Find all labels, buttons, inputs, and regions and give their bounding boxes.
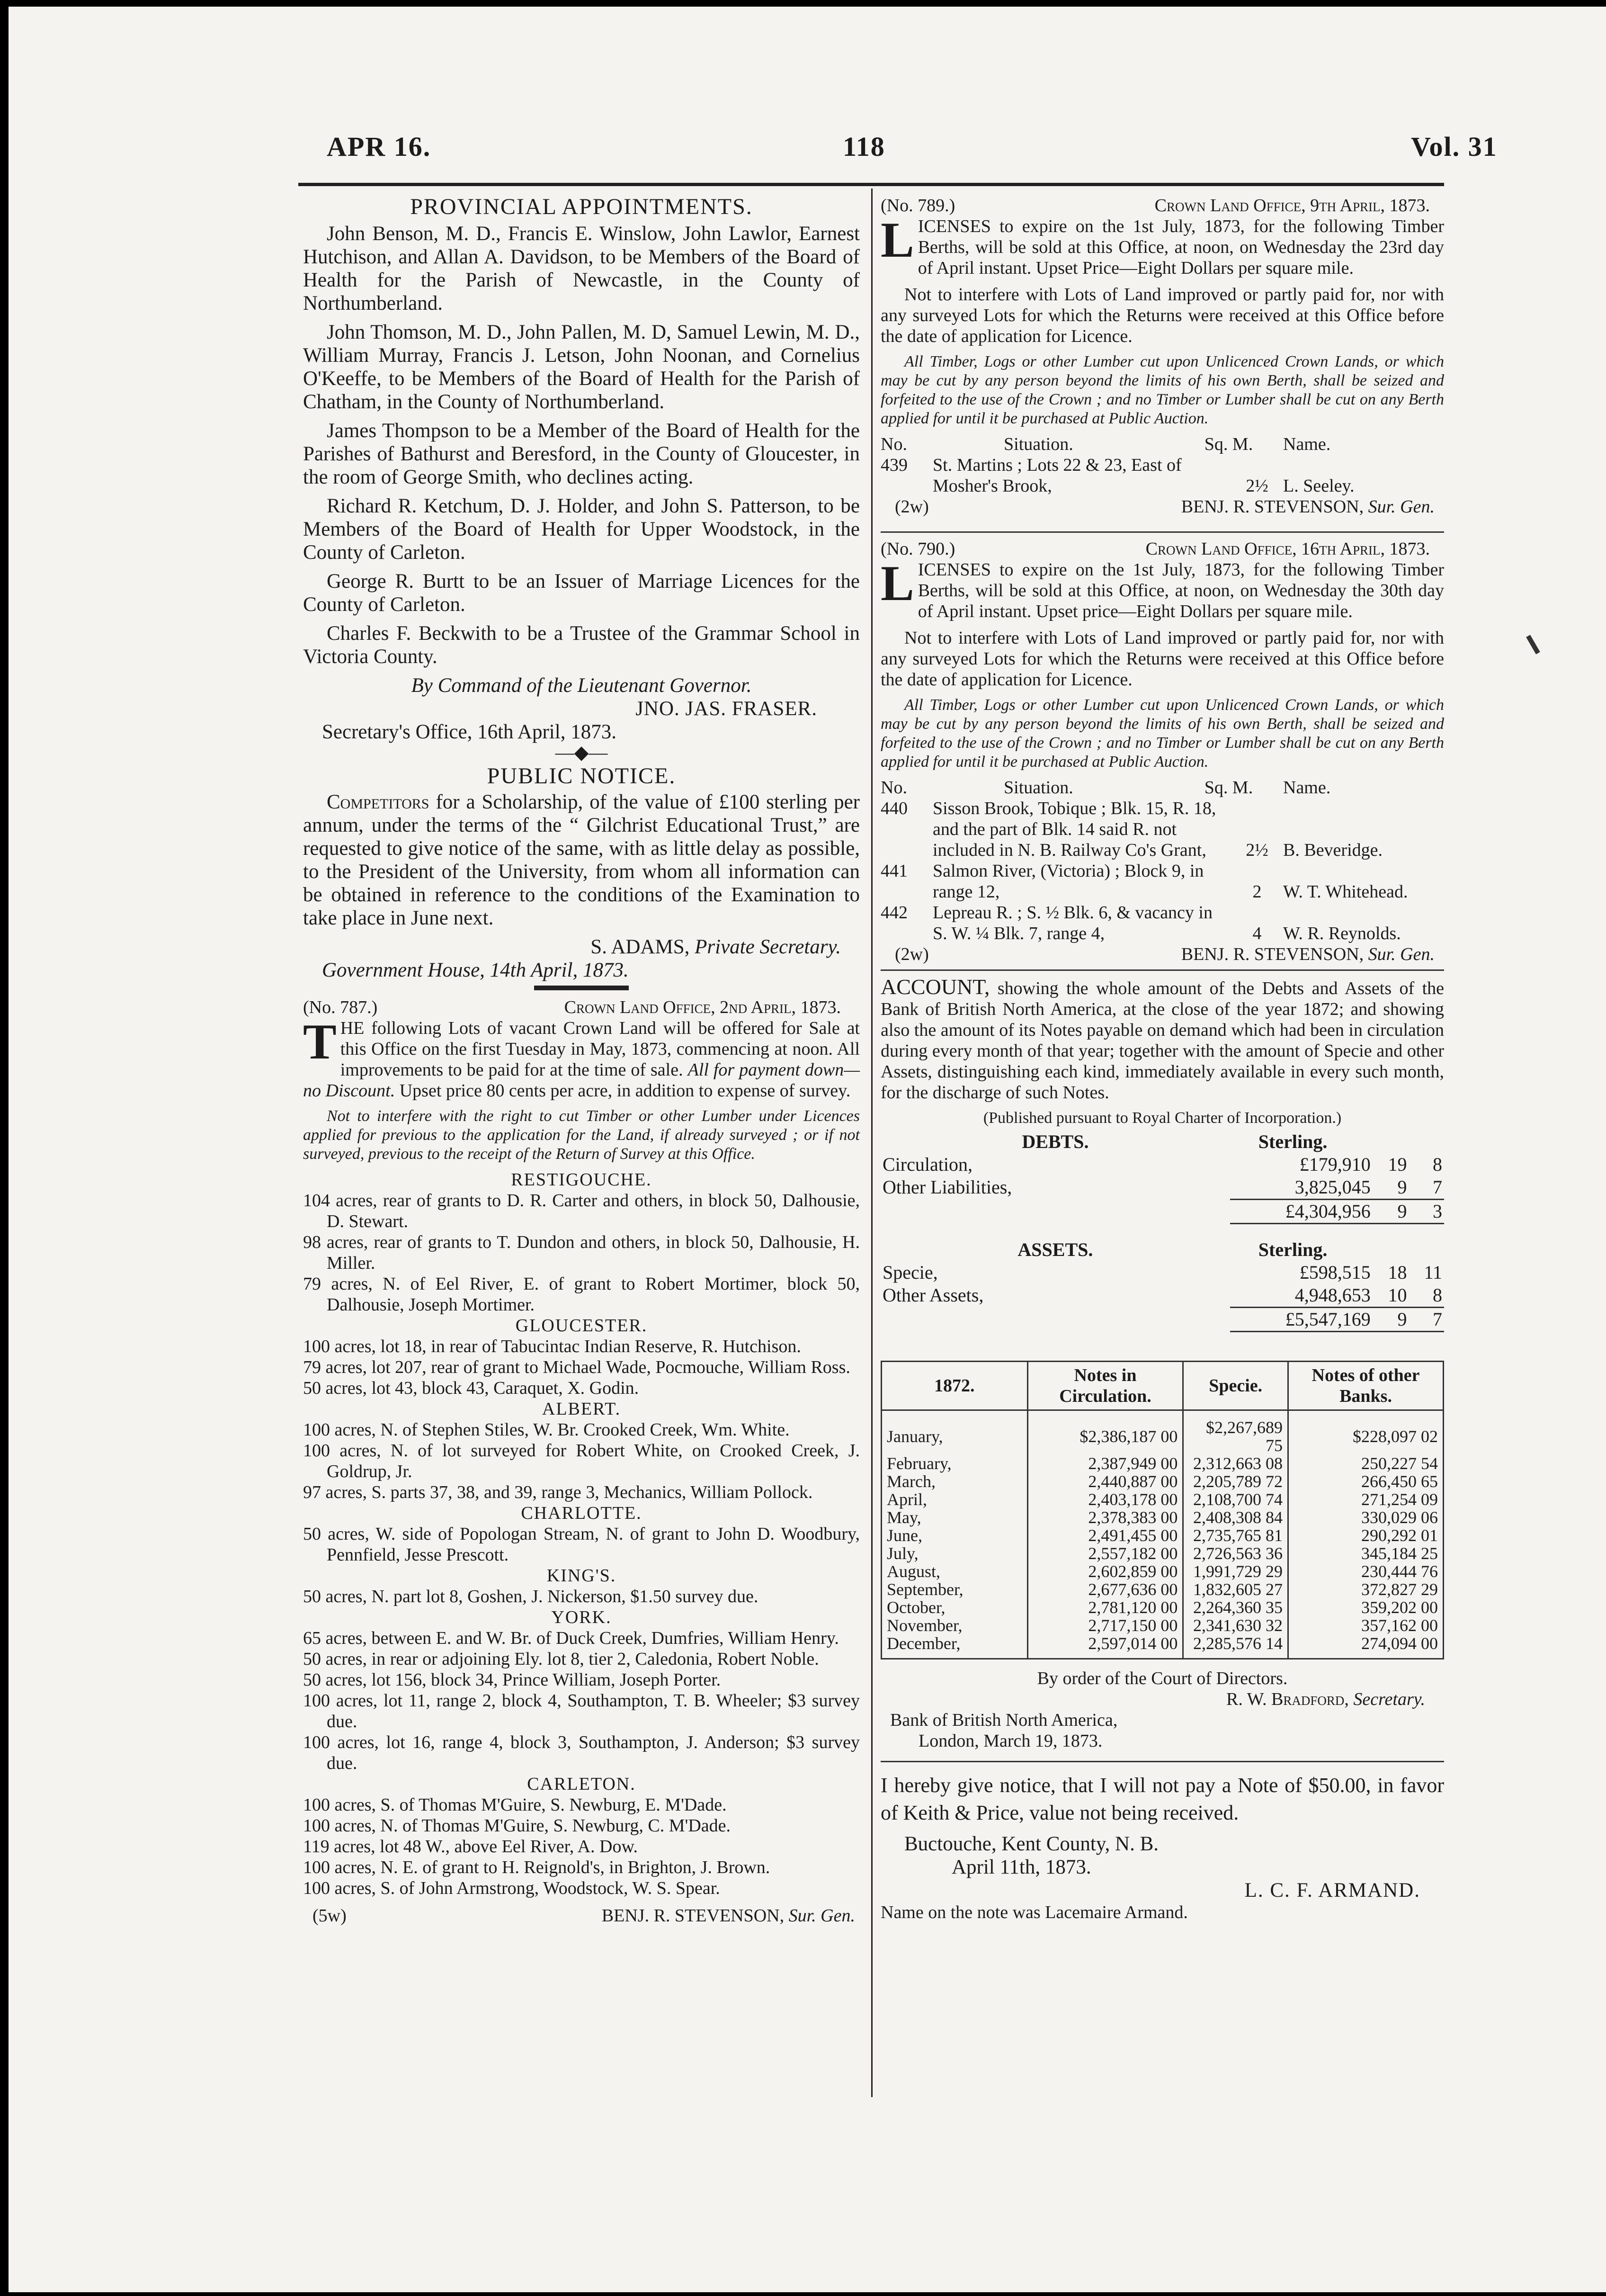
berth-name: B. Beveridge. (1283, 840, 1383, 860)
account-text: showing the whole amount of the Debts and Assets of the Bank of British North America, at the close of the year 1872; and showing also the amount of its Notes payable on demand which had been in circulation during every month of that year; together with the amount of Specie and other Assets, distinguishing each kind, immediately available in every such month, for the discharge of such Notes. (881, 978, 1445, 1103)
specie: 2,285,576 14 (1183, 1634, 1288, 1659)
asset-label: Other Assets, (883, 1284, 984, 1306)
other-banks: 290,292 01 (1288, 1526, 1444, 1544)
debt-amount: 3,825,045 (1294, 1176, 1371, 1198)
notice-790-heading (881, 538, 1444, 559)
berth-row (881, 902, 1444, 944)
spacer (881, 1308, 1230, 1332)
berth-no: 440 (881, 798, 908, 818)
asset-pence: 8 (1433, 1284, 1442, 1306)
notice-789-weeks: (2w) (895, 497, 929, 517)
notes-circulation: 2,597,014 00 (1027, 1634, 1183, 1659)
month-row (882, 1472, 1444, 1490)
notice-790-dropcap: L (881, 556, 914, 611)
court-order: By order of the Court of Directors. (1037, 1668, 1288, 1688)
debt-row (881, 1176, 1444, 1200)
notice-790-condition: Not to interfere with Lots of Land improved or partly paid for, nor with any surveyed Lots for which the Returns were received at this Office before the date of application for Licence. (881, 628, 1444, 690)
notice-787-condition: Not to interfere with the right to cut Timber or other Lumber under Licences applied for previous to the application for the Land, if already surveyed ; or if not surveyed, previous to the receipt of the Return of Survey at this Office. (303, 1107, 860, 1163)
month-name: July, (882, 1544, 1028, 1562)
debt-shillings: 19 (1388, 1154, 1407, 1175)
month-name: September, (882, 1580, 1028, 1598)
debts-rows (881, 1153, 1444, 1200)
other-banks: 359,202 00 (1288, 1598, 1444, 1616)
header-rule (298, 183, 1444, 186)
lot-entry: 50 acres, in rear or adjoining Ely. lot 8, tier 2, Caledonia, Robert Noble. (303, 1649, 819, 1669)
right-column (881, 195, 1444, 1923)
thick-divider (534, 986, 629, 990)
col-situation: Situation. (1004, 778, 1073, 798)
specie: 2,108,700 74 (1183, 1490, 1288, 1508)
berth-row (881, 798, 1444, 861)
notes-circulation: 2,677,636 00 (1027, 1580, 1183, 1598)
asset-row (881, 1261, 1444, 1284)
county-heading: KING'S. (546, 1566, 616, 1586)
th-notes-circulation: Notes in Circulation. (1027, 1362, 1183, 1410)
county-heading: CHARLOTTE. (521, 1503, 642, 1523)
berth-row (881, 455, 1444, 496)
notice-790-text: ICENSES to expire on the 1st July, 1873, for the following Timber Berths, will be sold at this Office, at noon, on Wednesday the 30th day of April instant. Upset price—Eight Dollars per square mile. (918, 560, 1444, 621)
fraser-signature: JNO. JAS. FRASER. (635, 698, 817, 720)
notice-790-column-headers (881, 777, 1444, 798)
debt-label: Other Liabilities, (883, 1176, 1012, 1198)
section-rule (881, 1761, 1444, 1762)
stevenson-signature: BENJ. R. STEVENSON, (1181, 497, 1364, 517)
left-column (303, 195, 860, 1926)
adams-name: S. ADAMS, (590, 936, 690, 958)
column-divider (871, 188, 873, 2097)
lot-entry: 100 acres, lot 16, range 4, block 3, Southampton, J. Anderson; $3 survey due. (303, 1732, 860, 1773)
month-row (882, 1508, 1444, 1526)
spacer (881, 1224, 1444, 1239)
lot-entry: 104 acres, rear of grants to D. R. Carter and others, in block 50, Dalhousie, D. Stewart. (303, 1191, 860, 1231)
month-row (882, 1454, 1444, 1472)
county-heading: ALBERT. (542, 1399, 621, 1419)
month-name: June, (882, 1526, 1028, 1544)
berth-name: W. T. Whitehead. (1283, 882, 1408, 902)
notice-789-column-headers (881, 434, 1444, 455)
notice-789-dropcap: L (881, 212, 914, 268)
lot-entry: 65 acres, between E. and W. Br. of Duck Creek, Dumfries, William Henry. (303, 1628, 839, 1648)
asset-pence: 11 (1424, 1262, 1442, 1283)
account-body (881, 977, 1444, 1103)
note-notice-footnote: Name on the note was Lacemaire Armand. (881, 1902, 1188, 1922)
other-banks: 266,450 65 (1288, 1472, 1444, 1490)
month-row (882, 1526, 1444, 1544)
asset-row (881, 1284, 1444, 1308)
stevenson-signature: BENJ. R. STEVENSON, (601, 1906, 785, 1926)
notice-790-body (881, 556, 1444, 622)
notice-787-dropcap: T (303, 1014, 337, 1069)
secretary-office-date: Secretary's Office, 16th April, 1873. (322, 721, 616, 743)
bradford-name: R. W. Bradford, (1226, 1689, 1349, 1709)
note-notice-body: I hereby give notice, that I will not pay a Note of $50.00, in favor of Keith & Price, value not being received. (881, 1774, 1444, 1824)
col-name: Name. (1283, 778, 1331, 798)
provincial-paragraph: John Thomson, M. D., John Pallen, M. D, Samuel Lewin, M. D., William Murray, Francis J. Letson, John Noonan, and Cornelius O'Keeffe, to be Members of the Board of Health for the Parish of Chatham, in the County of Northumberland. (303, 321, 860, 413)
command-line: By Command of the Lieutenant Governor. (411, 674, 752, 697)
note-notice-place: Buctouche, Kent County, N. B. (904, 1833, 1159, 1855)
specie: 1,832,605 27 (1183, 1580, 1288, 1598)
public-notice-text: for a Scholarship, of the value of £100 sterling per annum, under the terms of the “ Gilchrist Educational Trust,” are requested to give notice of the same, with as little delay as possible, to the President of the University, from whom all information can be obtained in reference to the conditions of the Examination to take place in June next. (303, 791, 860, 929)
debts-sterling: Sterling. (1258, 1131, 1328, 1152)
monthly-circulation-table (881, 1361, 1444, 1659)
notes-circulation: 2,387,949 00 (1027, 1454, 1183, 1472)
lot-entry: 100 acres, N. of lot surveyed for Robert White, on Crooked Creek, J. Goldrup, Jr. (303, 1441, 860, 1481)
notice-787-payment: All for payment down—no Discount. (303, 1060, 860, 1101)
lot-entry: 50 acres, lot 156, block 34, Prince William, Joseph Porter. (303, 1670, 721, 1690)
footer-weeks: (5w) (312, 1906, 347, 1926)
public-notice-title: PUBLIC NOTICE. (487, 763, 676, 789)
berth-situation: St. Martins ; Lots 22 & 23, East of Mosher's Brook, (933, 455, 1182, 496)
account-lead: ACCOUNT, (881, 975, 990, 999)
other-banks: 271,254 09 (1288, 1490, 1444, 1508)
county-heading: GLOUCESTER. (515, 1316, 648, 1336)
notice-789-rows (881, 455, 1444, 496)
assets-total-amount: £5,547,169 (1230, 1308, 1373, 1332)
col-situation: Situation. (1004, 434, 1073, 454)
spacer (881, 1332, 1444, 1361)
lot-entry: 100 acres, lot 18, in rear of Tabucintac Indian Reserve, R. Hutchison. (303, 1336, 801, 1356)
berth-row (881, 861, 1444, 902)
scan-mark (1526, 635, 1540, 654)
berth-sq-miles: 2½ (1246, 476, 1268, 496)
month-name: March, (882, 1472, 1028, 1490)
header-volume: Vol. 31 (1411, 131, 1498, 162)
lot-entry: 98 acres, rear of grants to T. Dundon and others, in block 50, Dalhousie, H. Miller. (303, 1232, 860, 1273)
notice-789-body (881, 212, 1444, 278)
assets-rows (881, 1261, 1444, 1308)
spacer (881, 1200, 1230, 1224)
month-row (882, 1490, 1444, 1508)
bank-name: Bank of British North America, (890, 1710, 1118, 1730)
notice-787-number: (No. 787.) (303, 997, 378, 1017)
col-name: Name. (1283, 434, 1331, 454)
provincial-paragraph: Charles F. Beckwith to be a Trustee of the Grammar School in Victoria County. (303, 622, 860, 668)
specie: 1,991,729 29 (1183, 1562, 1288, 1580)
notes-circulation: $2,386,187 00 (1027, 1410, 1183, 1455)
debt-pence: 7 (1433, 1176, 1442, 1198)
specie: $2,267,689 75 (1183, 1410, 1288, 1455)
footer-signature (602, 1905, 860, 1926)
stevenson-title: Sur. Gen. (1368, 944, 1435, 964)
asset-label: Specie, (883, 1262, 938, 1283)
note-notice-date: April 11th, 1873. (952, 1856, 1091, 1878)
lot-entry: 97 acres, S. parts 37, 38, and 39, range 3, Mechanics, William Pollock. (303, 1482, 813, 1502)
berth-no: 442 (881, 903, 908, 923)
debt-pence: 8 (1433, 1154, 1442, 1175)
berth-situation: Sisson Brook, Tobique ; Blk. 15, R. 18, and the part of Blk. 14 said R. not included in N. B. Railway Co's Grant, (933, 798, 1216, 860)
armand-signature: L. C. F. ARMAND. (1244, 1879, 1420, 1901)
specie: 2,341,630 32 (1183, 1616, 1288, 1634)
stevenson-signature: BENJ. R. STEVENSON, (1181, 944, 1364, 964)
lot-entry: 79 acres, lot 207, rear of grant to Michael Wade, Pocmouche, William Ross. (303, 1357, 850, 1377)
asset-shillings: 18 (1388, 1262, 1407, 1283)
bank-place: London, March 19, 1873. (919, 1731, 1103, 1751)
berth-name: L. Seeley. (1283, 476, 1355, 496)
notice-789-heading (881, 195, 1444, 216)
asset-amount: £598,515 (1299, 1262, 1371, 1283)
col-no: No. (881, 778, 907, 798)
col-sq: Sq. M. (1204, 434, 1253, 454)
assets-sterling: Sterling. (1258, 1239, 1328, 1260)
assets-title: ASSETS. (1017, 1239, 1093, 1260)
month-row (882, 1580, 1444, 1598)
provincial-paragraph: John Benson, M. D., Francis E. Winslow, John Lawlor, Earnest Hutchison, and Allan A. Davidson, to be Members of the Board of Health for the Parish of Newcastle, in the County of Northumberland. (303, 223, 860, 314)
notes-circulation: 2,491,455 00 (1027, 1526, 1183, 1544)
notice-787-footer (303, 1905, 860, 1926)
specie: 2,735,765 81 (1183, 1526, 1288, 1544)
debts-table (881, 1130, 1444, 1332)
lot-entry: 50 acres, lot 43, block 43, Caraquet, X. Godin. (303, 1378, 639, 1398)
berth-situation: Salmon River, (Victoria) ; Block 9, in range 12, (933, 861, 1204, 902)
notice-787-body (303, 1014, 860, 1101)
debt-label: Circulation, (883, 1154, 973, 1175)
notes-circulation: 2,557,182 00 (1027, 1544, 1183, 1562)
notice-787-heading (303, 997, 860, 1018)
notice-787-upset: Upset price 80 cents per acre, in addition to expense of survey. (399, 1081, 851, 1101)
notice-790-weeks: (2w) (895, 944, 929, 964)
col-no: No. (881, 434, 907, 454)
lot-entry: 50 acres, W. side of Popologan Stream, N. of grant to John D. Woodbury, Pennfield, Jesse Prescott. (303, 1524, 860, 1565)
month-name: November, (882, 1616, 1028, 1634)
lot-entry: 100 acres, S. of John Armstrong, Woodstock, W. S. Spear. (303, 1878, 720, 1898)
notice-789-footer (881, 496, 1444, 517)
col-sq: Sq. M. (1204, 778, 1253, 798)
provincial-paragraph: Richard R. Ketchum, D. J. Holder, and John S. Patterson, to be Members of the Board of Health for Upper Woodstock, in the County of Carleton. (303, 495, 860, 564)
notes-circulation: 2,781,120 00 (1027, 1598, 1183, 1616)
notice-790-number: (No. 790.) (881, 539, 955, 559)
provincial-paragraph: George R. Burtt to be an Issuer of Marriage Licences for the County of Carleton. (303, 570, 860, 616)
notice-790-signature (1181, 944, 1444, 965)
lot-entry: 79 acres, N. of Eel River, E. of grant to Robert Mortimer, block 50, Dalhousie, Joseph Mortimer. (303, 1274, 860, 1315)
asset-amount: 4,948,653 (1294, 1284, 1371, 1306)
other-banks: 230,444 76 (1288, 1562, 1444, 1580)
berth-sq-miles: 2½ (1246, 840, 1268, 860)
county-heading: CARLETON. (527, 1774, 636, 1794)
county-heading: YORK. (551, 1607, 612, 1627)
month-name: January, (882, 1410, 1028, 1455)
other-banks: 330,029 06 (1288, 1508, 1444, 1526)
lot-entry: 100 acres, S. of Thomas M'Guire, S. Newburg, E. M'Dade. (303, 1795, 727, 1815)
lot-entry: 50 acres, N. part lot 8, Goshen, J. Nickerson, $1.50 survey due. (303, 1587, 758, 1606)
provincial-title: PROVINCIAL APPOINTMENTS. (410, 194, 753, 219)
specie: 2,205,789 72 (1183, 1472, 1288, 1490)
month-name: May, (882, 1508, 1028, 1526)
berth-situation: Lepreau R. ; S. ½ Blk. 6, & vacancy in S. W. ¼ Blk. 7, range 4, (933, 903, 1213, 943)
notes-circulation: 2,602,859 00 (1027, 1562, 1183, 1580)
debt-amount: £179,910 (1299, 1154, 1371, 1175)
public-notice-body (303, 790, 860, 930)
stevenson-title: Sur. Gen. (788, 1906, 855, 1926)
bradford-title: Secretary. (1353, 1689, 1425, 1709)
notice-789-office: Crown Land Office, 9th April, 1873. (1154, 196, 1430, 215)
specie: 2,264,360 35 (1183, 1598, 1288, 1616)
header-page-number: 118 (843, 131, 885, 162)
county-heading: RESTIGOUCHE. (511, 1170, 652, 1190)
section-rule (881, 531, 1444, 533)
header-date: APR 16. (327, 131, 431, 162)
other-banks: 274,094 00 (1288, 1634, 1444, 1659)
notice-789-warning: All Timber, Logs or other Lumber cut upon Unlicenced Crown Lands, or which may be cut by any person beyond the limits of his own Berth, shall be seized and forfeited to the use of the Crown ; and no Timber or Lumber shall be cut on any Berth applied for until it be purchased at Public Auction. (881, 353, 1444, 427)
gazette-page (9, 7, 1606, 2292)
notice-789-signature (1181, 496, 1444, 517)
debts-title: DEBTS. (1022, 1131, 1089, 1152)
notice-790-footer (881, 944, 1444, 965)
debt-row (881, 1153, 1444, 1176)
berth-sq-miles: 4 (1252, 924, 1262, 943)
lot-entry: 100 acres, N. of Stephen Stiles, W. Br. Crooked Creek, Wm. White. (303, 1420, 790, 1440)
notice-787-office: Crown Land Office, 2nd April, 1873. (564, 997, 841, 1017)
debts-total-row (881, 1200, 1444, 1224)
assets-total-d: 7 (1409, 1308, 1444, 1332)
stevenson-title: Sur. Gen. (1368, 497, 1435, 517)
notice-787-text: HE following Lots of vacant Crown Land will be offered for Sale at this Office on the first Tuesday in May, 1873, commencing at noon. All improvements to be paid for at the time of sale. (340, 1018, 860, 1080)
lot-entry: 119 acres, lot 48 W., above Eel River, A. Dow. (303, 1837, 638, 1857)
other-banks: 372,827 29 (1288, 1580, 1444, 1598)
notice-789-number: (No. 789.) (881, 196, 955, 215)
month-row (882, 1598, 1444, 1616)
th-specie: Specie. (1183, 1362, 1288, 1410)
other-banks: 345,184 25 (1288, 1544, 1444, 1562)
month-name: April, (882, 1490, 1028, 1508)
debts-total-d: 3 (1409, 1200, 1444, 1224)
month-name: August, (882, 1562, 1028, 1580)
debts-total-amount: £4,304,956 (1230, 1200, 1373, 1224)
section-rule (881, 969, 1444, 971)
account-published: (Published pursuant to Royal Charter of Incorporation.) (983, 1109, 1342, 1127)
lot-entry: 100 acres, N. of Thomas M'Guire, S. Newburg, C. M'Dade. (303, 1816, 731, 1836)
notice-790-office: Crown Land Office, 16th April, 1873. (1145, 539, 1430, 559)
month-name: February, (882, 1454, 1028, 1472)
month-rows (882, 1410, 1444, 1659)
provincial-paragraph: James Thompson to be a Member of the Board of Health for the Parishes of Bathurst and Beresford, in the County of Gloucester, in the room of George Smith, who declines acting. (303, 420, 860, 488)
notice-790-rows (881, 798, 1444, 944)
month-name: December, (882, 1634, 1028, 1659)
month-name: October, (882, 1598, 1028, 1616)
berth-no: 441 (881, 861, 908, 881)
county-lot-list (303, 1169, 860, 1899)
month-row (882, 1544, 1444, 1562)
adams-title: Private Secretary. (695, 936, 841, 958)
month-row (882, 1410, 1444, 1455)
notes-circulation: 2,378,383 00 (1027, 1508, 1183, 1526)
berth-sq-miles: 2 (1252, 882, 1262, 902)
debts-total-s: 9 (1373, 1200, 1409, 1224)
month-row (882, 1562, 1444, 1580)
notes-circulation: 2,403,178 00 (1027, 1490, 1183, 1508)
specie: 2,408,308 84 (1183, 1508, 1288, 1526)
asset-shillings: 10 (1388, 1284, 1407, 1306)
other-banks: 357,162 00 (1288, 1616, 1444, 1634)
ornament-divider: —◆— (555, 742, 608, 763)
specie: 2,726,563 36 (1183, 1544, 1288, 1562)
notice-789-text: ICENSES to expire on the 1st July, 1873, for the following Timber Berths, will be sold at this Office, at noon, on Wednesday the 23rd day of April instant. Upset Price—Eight Dollars per square mile. (918, 216, 1444, 278)
assets-total-row (881, 1308, 1444, 1332)
notice-789-condition: Not to interfere with Lots of Land improved or partly paid for, nor with any surveyed Lots for which the Returns were received at this Office before the date of application for Licence. (881, 285, 1444, 346)
specie: 2,312,663 08 (1183, 1454, 1288, 1472)
th-year: 1872. (882, 1362, 1028, 1410)
other-banks: $228,097 02 (1288, 1410, 1444, 1455)
notice-790-warning: All Timber, Logs or other Lumber cut upon Unlicenced Crown Lands, or which may be cut by any person beyond the limits of his own Berth, shall be seized and forfeited to the use of the Crown ; and no Timber or Lumber shall be cut on any Berth applied for until it be purchased at Public Auction. (881, 696, 1444, 771)
government-house-date: Government House, 14th April, 1873. (322, 959, 629, 981)
notes-circulation: 2,440,887 00 (1027, 1472, 1183, 1490)
lot-entry: 100 acres, N. E. of grant to H. Reignold's, in Brighton, J. Brown. (303, 1857, 770, 1877)
bradford-signature (881, 1689, 1444, 1710)
other-banks: 250,227 54 (1288, 1454, 1444, 1472)
month-row (882, 1616, 1444, 1634)
lot-entry: 100 acres, lot 11, range 2, block 4, Southampton, T. B. Wheeler; $3 survey due. (303, 1691, 860, 1731)
th-other-banks: Notes of other Banks. (1288, 1362, 1444, 1410)
debt-shillings: 9 (1397, 1176, 1407, 1198)
adams-signature (303, 935, 860, 959)
notes-circulation: 2,717,150 00 (1027, 1616, 1183, 1634)
berth-no: 439 (881, 455, 908, 475)
public-notice-lead: Competitors (327, 791, 429, 813)
assets-total-s: 9 (1373, 1308, 1409, 1332)
berth-name: W. R. Reynolds. (1283, 924, 1401, 943)
month-row (882, 1634, 1444, 1659)
